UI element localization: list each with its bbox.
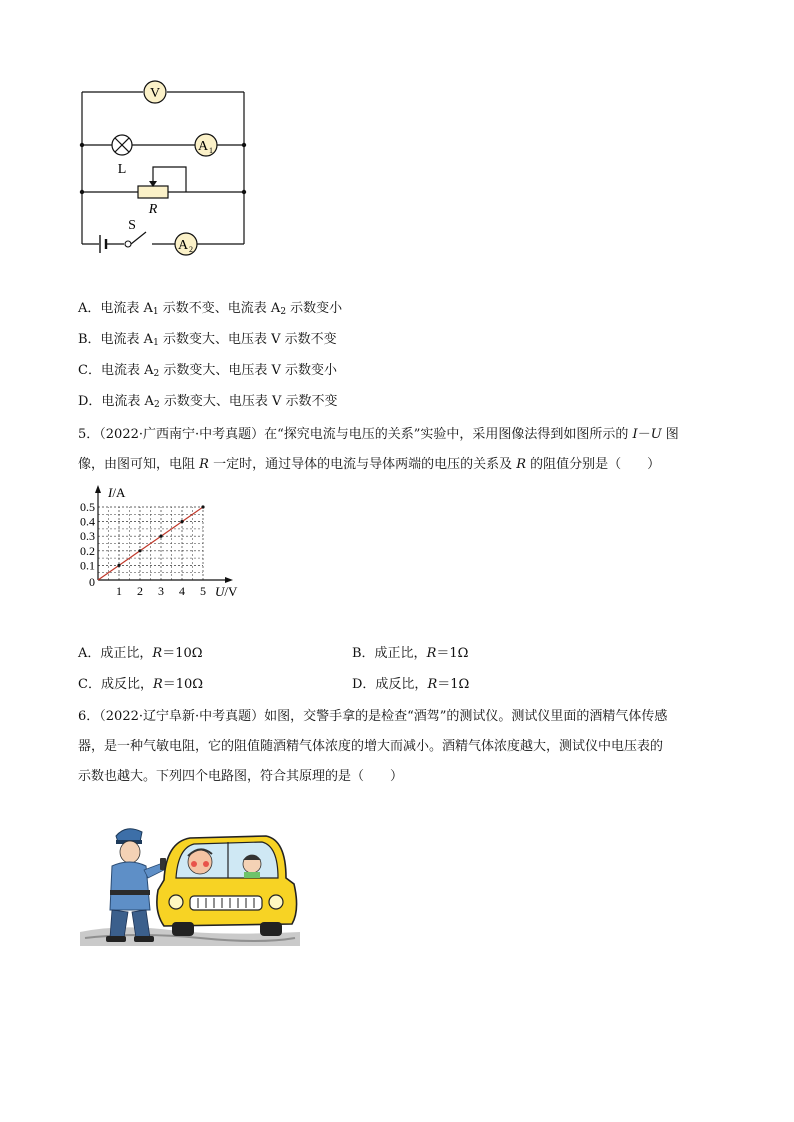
series-point	[138, 549, 141, 552]
series-point	[117, 564, 120, 567]
q5-option-a[interactable]: A．成正比，R＝10Ω	[78, 646, 203, 661]
ammeter2-sub: 2	[189, 245, 193, 254]
q5-option-b[interactable]: B．成正比，R＝1Ω	[352, 646, 469, 661]
police-officer-icon	[106, 829, 166, 942]
lamp-icon	[112, 135, 132, 155]
q4-option-a[interactable]: A．电流表 $A_1$ 示数不变、电流表 $A_2$ 示数变小	[78, 301, 343, 317]
y-tick-label: 0.2	[80, 543, 95, 558]
series-point	[201, 505, 204, 508]
series-point	[159, 535, 162, 538]
x-axis-arrow	[225, 577, 233, 583]
rheostat-label: R	[148, 202, 158, 217]
q5-stem-line2: 像，由图可知，电阻 R 一定时，通过导体的电流与导体两端的电压的关系及 R 的阻值分别是（ ）	[78, 457, 661, 472]
x-tick-label: 3	[158, 584, 164, 598]
q5-stem-line1: 5．（2022·广西南宁·中考真题）在“探究电流与电压的关系”实验中，采用图像法得到如图所示的 I－U 图	[78, 427, 679, 442]
q6-stem-line1: 6．（2022·辽宁阜新·中考真题）如图，交警手拿的是检查“酒驾”的测试仪。测试仪里面的酒精气体传感	[78, 709, 668, 724]
ammeter1-letter: A	[197, 139, 209, 154]
q5-option-d[interactable]: D．成反比，R＝1Ω	[352, 677, 470, 692]
chart-xlabel: U/V	[215, 584, 238, 599]
y-tick-label: 0.5	[80, 500, 95, 514]
ammeter1-sub: 1	[209, 146, 213, 155]
x-tick-label: 5	[200, 584, 206, 598]
circuit-diagram	[72, 78, 262, 260]
iu-chart	[74, 484, 264, 602]
yellow-car-icon	[157, 836, 297, 936]
series-point	[180, 520, 183, 523]
y-tick-label: 0.3	[80, 529, 95, 544]
chart-origin-label: 0	[89, 575, 95, 589]
chart-ylabel: I/A	[108, 485, 126, 500]
x-tick-label: 2	[137, 584, 143, 598]
y-axis-arrow	[95, 485, 101, 493]
q4-option-b[interactable]: B．电流表 $A_1$ 示数变大、电压表 V 示数不变	[78, 332, 337, 348]
chart-series	[98, 505, 205, 580]
y-tick-label: 0.4	[80, 514, 95, 529]
voltmeter-label: V	[149, 86, 161, 101]
lamp-label: L	[117, 162, 127, 177]
switch-label: S	[128, 218, 136, 233]
q6-stem-line2: 器，是一种气敏电阻，它的阻值随酒精气体浓度的增大而减小。酒精气体浓度越大，测试仪中电压表的	[78, 739, 664, 754]
q6-stem-line3: 示数也越大。下列四个电路图，符合其原理的是（ ）	[78, 769, 404, 784]
police-car-illustration	[80, 820, 300, 948]
q4-option-c[interactable]: C．电流表 $A_2$ 示数变大、电压表 V 示数变小	[78, 363, 337, 379]
y-tick-label: 0.1	[80, 558, 95, 573]
q4-option-d[interactable]: D．电流表 $A_2$ 示数变大、电压表 V 示数不变	[78, 394, 338, 410]
ammeter2-letter: A	[177, 238, 189, 253]
x-tick-label: 1	[116, 584, 122, 598]
q5-option-c[interactable]: C．成反比，R＝10Ω	[78, 677, 204, 692]
x-tick-label: 4	[179, 584, 185, 598]
